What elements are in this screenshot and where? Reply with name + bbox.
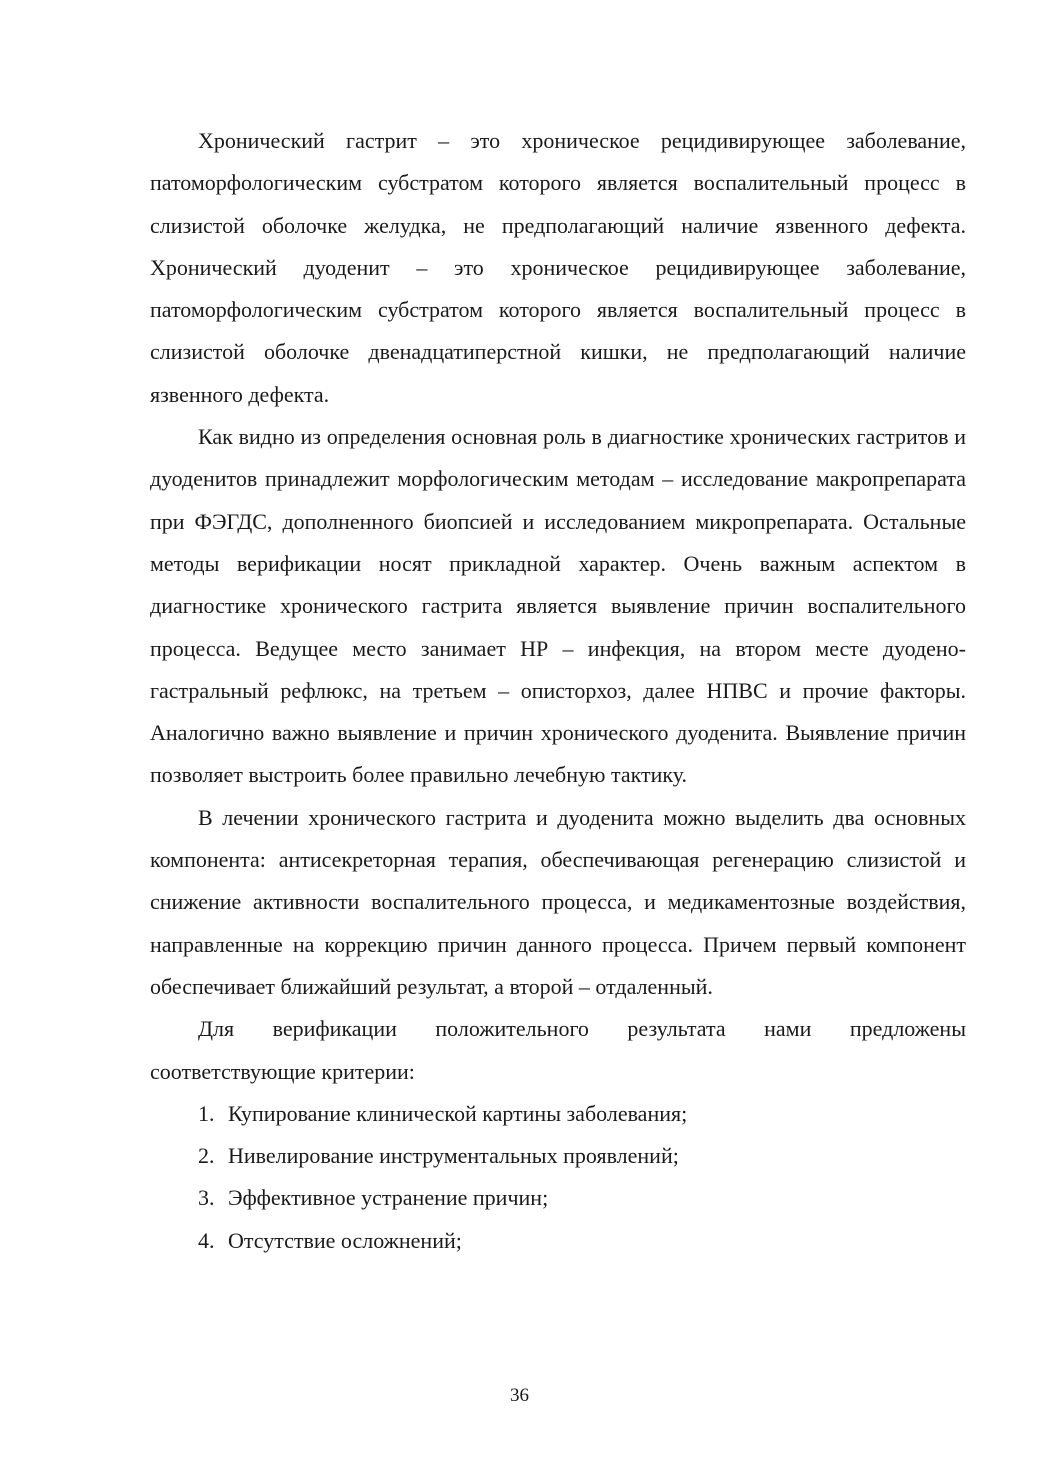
list-item-text: Эффективное устранение причин; [228, 1185, 549, 1211]
page-number: 36 [510, 1385, 529, 1406]
list-item [150, 1220, 966, 1262]
list-item-number: 2. [198, 1143, 215, 1169]
page-body [150, 120, 966, 1262]
list-item [150, 1093, 966, 1135]
paragraph-definitions: Хронический гастрит – это хроническое рецидивирующее заболевание, патоморфологическим субстратом которого является воспалительный процесс в слизистой оболочке желудка, не предполагающий наличие язвенного дефекта. Хронический дуоденит – это хроническое рецидивирующее заболевание, патоморфологическим субстратом которого является воспалительный процесс в слизистой оболочке двенадцатиперстной кишки, не предполагающий наличие язвенного дефекта. [150, 128, 966, 407]
paragraph-treatment: В лечении хронического гастрита и дуоденита можно выделить два основных компонента: антисекреторная терапия, обеспечивающая регенерацию слизистой и снижение активности воспалительного процесса, и медикаментозные воздействия, направленные на коррекцию причин данного процесса. Причем первый компонент обеспечивает ближайший результат, а второй – отдаленный. [150, 804, 966, 999]
list-item-text: Нивелирование инструментальных проявлений; [228, 1143, 679, 1169]
criteria-list [150, 1093, 966, 1262]
list-item [150, 1135, 966, 1177]
paragraph-diagnostics: Как видно из определения основная роль в диагностике хронических гастритов и дуоденитов принадлежит морфологическим методам – исследование макропрепарата при ФЭГДС, дополненного биопсией и исследованием микропрепарата. Остальные методы верификации носят прикладной характер. Очень важным аспектом в диагностике хронического гастрита является выявление причин воспалительного процесса. Ведущее место занимает НР – инфекция, на втором месте дуодено-гастральный рефлюкс, на третьем – описторхоз, далее НПВС и прочие факторы. Аналогично важно выявление и причин хронического дуоденита. Выявление причин позволяет выстроить более правильно лечебную тактику. [150, 424, 966, 788]
list-item-text: Отсутствие осложнений; [228, 1227, 462, 1253]
list-item-number: 4. [198, 1227, 215, 1253]
list-item-number: 1. [198, 1100, 215, 1126]
list-item-text: Купирование клинической картины заболевания; [228, 1100, 688, 1126]
list-item-number: 3. [198, 1185, 215, 1211]
list-item [150, 1177, 966, 1219]
paragraph-criteria-intro: Для верификации положительного результата нами предложены соответствующие критерии: [150, 1016, 966, 1084]
